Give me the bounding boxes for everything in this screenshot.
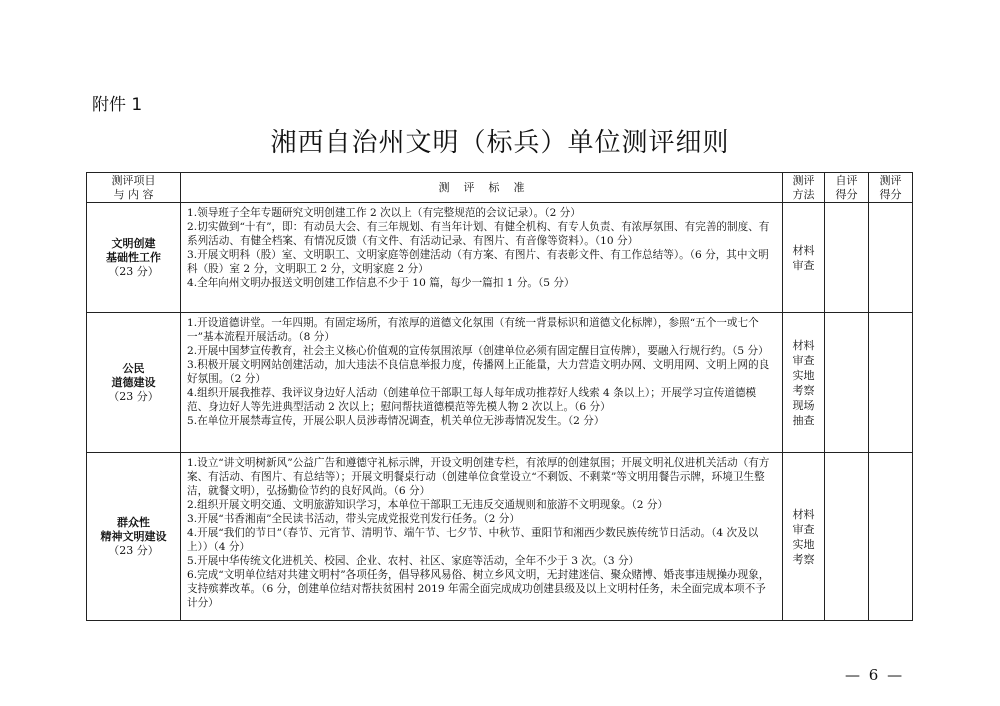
criterion: 5.在单位开展禁毒宣传，开展公职人员涉毒情况调查，机关单位无涉毒情况发生。（2 分） [187, 415, 605, 427]
criterion: 4.组织开展我推荐、我评议身边好人活动（创建单位干部职工每人每年成功推荐好人线索 4 条以上）；开展学习宣传道德模范、身边好人等先进典型活动 2 次以上；慰问帮扶道德模范等先模人物 2 次以上。（6 分） [187, 387, 757, 413]
header-method: 测评 方法 [783, 173, 825, 203]
criterion: 4.全年向州文明办报送文明创建工作信息不少于 10 篇，每少一篇扣 1 分。（5 分） [187, 277, 575, 289]
criterion: 2.组织开展文明交通、文明旅游知识学习，本单位干部职工无违反交通规则和旅游不文明现象。（2 分） [187, 499, 669, 511]
header-standard: 测 评 标 准 [181, 173, 783, 203]
header-self-score: 自评 得分 [825, 173, 869, 203]
criterion: 5.开展中华传统文化进机关、校园、企业、农村、社区、家庭等活动，全年不少于 3 次。（3 分） [187, 555, 640, 567]
criterion: 4.开展“我们的节日”（春节、元宵节、清明节、端午节、七夕节、中秋节、重阳节和湘西少数民族传统节日活动。（4 次及以上））（4 分） [187, 527, 759, 553]
table-header-row [87, 173, 913, 203]
method-cell: 材料 审查 实地 考察 [783, 453, 825, 621]
document-title: 湘西自治州文明（标兵）单位测评细则 [270, 128, 730, 158]
table-row [87, 453, 913, 621]
self-score-cell[interactable] [825, 313, 869, 453]
eval-score-cell[interactable] [869, 203, 913, 313]
evaluation-table [86, 172, 913, 621]
item-cell: 文明创建 基础性工作 （23 分） [87, 203, 181, 313]
criterion: 2.切实做到“十有”，即：有动员大会、有三年规划、有当年计划、有健全机构、有专人负责、有浓厚氛围、有完善的制度、有系列活动、有健全档案、有情况反馈（有文件、有活动记录、有图片、有音像等资料）。（10 分） [187, 221, 770, 247]
item-cell: 公民 道德建设 （23 分） [87, 313, 181, 453]
criterion: 2.开展中国梦宣传教育，社会主义核心价值观的宣传氛围浓厚（创建单位必须有固定醒目宣传牌），要融入行规行约。（5 分） [187, 345, 769, 357]
header-eval-score: 测评 得分 [869, 173, 913, 203]
self-score-cell[interactable] [825, 203, 869, 313]
self-score-cell[interactable] [825, 453, 869, 621]
method-cell: 材料 审查 [783, 203, 825, 313]
criterion: 1.开设道德讲堂。一年四期。有固定场所，有浓厚的道德文化氛围（有统一背景标识和道德文化标牌），参照“五个一或七个一”基本流程开展活动。（8 分） [187, 317, 759, 343]
criterion: 6.完成“文明单位结对共建文明村”各项任务，倡导移风易俗、树立乡风文明，无封建迷信、聚众赌博、婚丧事违规操办现象，支持殡葬改革。（6 分，创建单位结对帮扶贫困村 2019 年需全面完成成功创建县级及以上文明村任务，未全面完成本项不予计分） [187, 569, 770, 609]
table-row [87, 313, 913, 453]
criterion: 1.领导班子全年专题研究文明创建工作 2 次以上（有完整规范的会议记录）。（2 分） [187, 207, 581, 219]
criteria-cell [181, 203, 783, 313]
header-item: 测评项目 与 内 容 [87, 173, 181, 203]
criterion: 1.设立“讲文明树新风”公益广告和遵德守礼标示牌，开设文明创建专栏，有浓厚的创建氛围；开展文明礼仪进机关活动（有方案、有活动、有图片、有总结等）；开展文明餐桌行动（创建单位食堂设立“不剩饭、不剩菜”等文明用餐告示牌，环境卫生整洁，就餐文明），弘扬勤俭节约的良好风尚。（6 分） [187, 457, 770, 497]
criterion: 3.积极开展文明网站创建活动，加大违法不良信息举报力度，传播网上正能量，大力营造文明办网、文明用网、文明上网的良好氛围。（2 分） [187, 359, 770, 385]
eval-score-cell[interactable] [869, 313, 913, 453]
page-number: — 6 — [845, 666, 905, 684]
criteria-cell [181, 313, 783, 453]
criteria-cell [181, 453, 783, 621]
method-cell: 材料 审查 实地 考察 现场 抽查 [783, 313, 825, 453]
attachment-label: 附件 1 [92, 95, 143, 115]
criterion: 3.开展文明科（股）室、文明职工、文明家庭等创建活动（有方案、有图片、有表彰文件、有工作总结等）。（6 分，其中文明科（股）室 2 分，文明职工 2 分，文明家庭 2 分） [187, 249, 769, 275]
criterion: 3.开展“书香湘南”全民读书活动，带头完成党报党刊发行任务。（2 分） [187, 513, 520, 525]
table-row [87, 203, 913, 313]
eval-score-cell[interactable] [869, 453, 913, 621]
item-cell: 群众性 精神文明建设 （23 分） [87, 453, 181, 621]
